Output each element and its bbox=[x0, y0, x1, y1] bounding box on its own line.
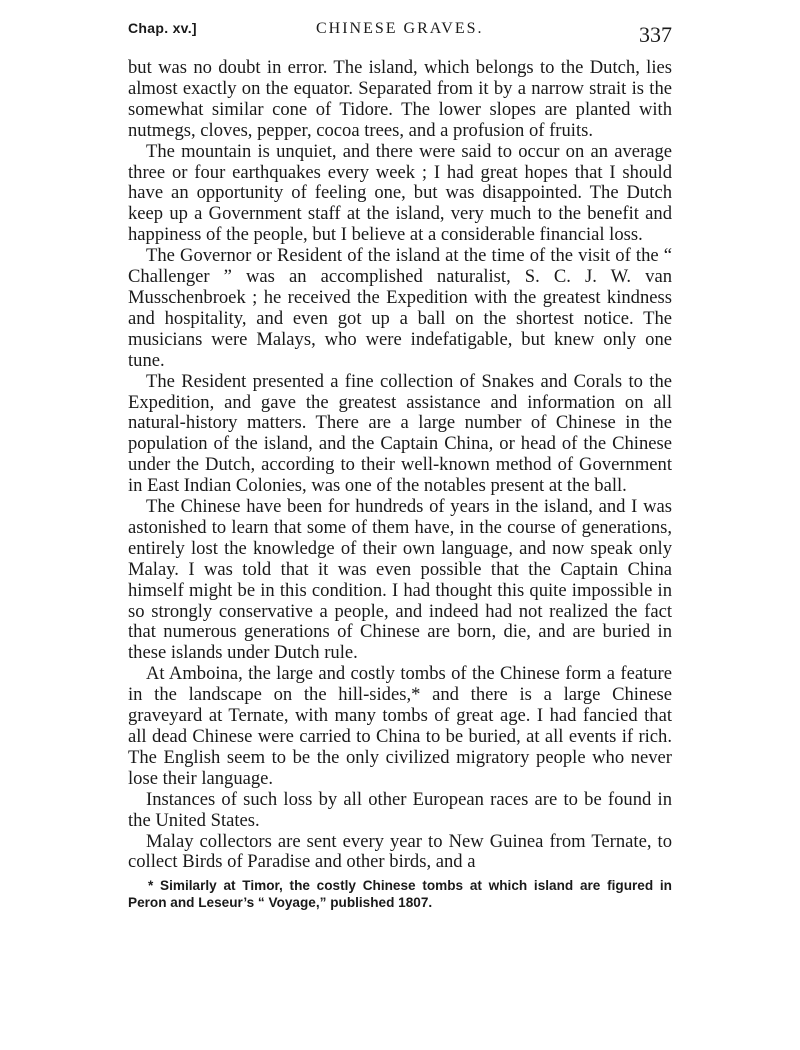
book-page bbox=[128, 18, 672, 911]
page-header bbox=[128, 18, 672, 58]
paragraph: but was no doubt in error. The island, which belongs to the Dutch, lies almost exactly on the equator. Separated from it by a narrow strait is the somewhat similar cone of Tidore. The lower slopes are planted with nutmegs, cloves, pepper, cocoa trees, and a profusion of fruits. bbox=[128, 57, 672, 141]
paragraph: The mountain is unquiet, and there were said to occur on an average three or four earthquakes every week ; I had great hopes that I should have an opportunity of feeling one, but was disappointed. The Dutch keep up a Government staff at the island, very much to the benefit and happiness of the people, but I believe at a considerable financial loss. bbox=[128, 140, 672, 246]
paragraph: The Resident presented a fine collection of Snakes and Corals to the Expedition, and gave the greatest assistance and information on all natural-history matters. There are a large number of Chinese in the population of the island, and the Captain China, or head of the Chinese under the Dutch, according to their well-known method of Government in East Indian Colonies, was one of the notables present at the ball. bbox=[128, 370, 672, 497]
paragraph: At Amboina, the large and costly tombs of the Chinese form a feature in the landscape on the hill-sides,* and there is a large Chinese graveyard at Ternate, with many tombs of great age. I had fancied that all dead Chinese were carried to China to be buried, at all events if rich. The English seem to be the only civilized migratory people who never lose their language. bbox=[128, 663, 672, 789]
footnote: * Similarly at Timor, the costly Chinese tombs at which island are figured in Peron and Leseur’s “ Voyage,” published 1807. bbox=[128, 878, 672, 911]
running-title: CHINESE GRAVES. bbox=[316, 20, 484, 37]
paragraph: The Chinese have been for hundreds of years in the island, and I was astonished to learn that some of them have, in the course of generations, entirely lost the knowledge of their own language, and now speak only Malay. I was told that it was even possible that the Captain China himself might be in this condition. I had thought this quite impossible in so strongly conservative a people, and indeed had not realized the fact that numerous generations of Chinese are born, die, and are buried in these islands under Dutch rule. bbox=[128, 496, 672, 664]
paragraph: Malay collectors are sent every year to New Guinea from Ternate, to collect Birds of Paradise and other birds, and a bbox=[128, 830, 672, 873]
paragraph: The Governor or Resident of the island at the time of the visit of the “ Challenger ” was an accomplished naturalist, S. C. J. W. van Musschenbroek ; he received the Expedition with the greatest kindness and hospitality, and even got up a ball on the shortest notice. The musicians were Malays, who were indefatigable, but knew only one tune. bbox=[128, 245, 672, 371]
chapter-label: Chap. xv.] bbox=[128, 20, 197, 36]
page-number: 337 bbox=[639, 22, 672, 47]
body-text bbox=[128, 58, 672, 873]
paragraph: Instances of such loss by all other European races are to be found in the United States. bbox=[128, 788, 672, 831]
